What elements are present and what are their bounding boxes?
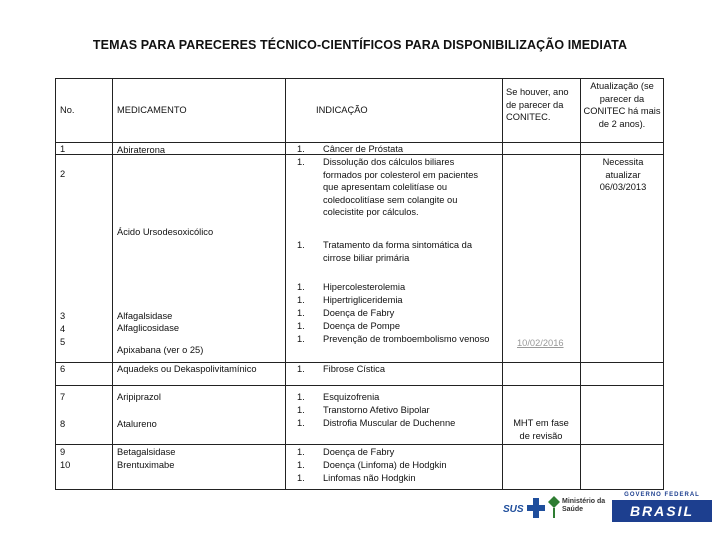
header-indicacao: INDICAÇÃO (316, 105, 368, 115)
row-9-medicamento: Betagalsidase (117, 447, 176, 457)
column-separator (580, 78, 581, 489)
row-2-indicacao-1: Dissolução dos cálculos biliares formados por colesterol em pacientes que apresentam colelitíase ou coledocolitíase sem colangite ou colecistite por cálculos. (323, 157, 479, 217)
list-number: 1. (297, 392, 305, 402)
row-4-no: 4 (60, 324, 66, 334)
list-number: 1. (297, 447, 305, 457)
list-number: 1. (297, 418, 305, 428)
header-medicamento: MEDICAMENTO (117, 105, 187, 115)
sus-logo-text: SUS (503, 504, 524, 515)
row-8-no: 8 (60, 419, 66, 429)
table-top-border (55, 78, 664, 79)
list-number: 1. (297, 460, 305, 470)
list-number: 1. (297, 364, 305, 374)
table-bottom-border (55, 489, 664, 490)
list-number: 1. (297, 295, 305, 305)
list-number: 1. (297, 240, 305, 250)
header-ano-parecer: Se houver, ano de parecer da CONITEC. (506, 87, 569, 122)
header-no: No. (60, 105, 75, 115)
row-2-atualizacao: Necessita atualizar 06/03/2013 (599, 157, 647, 192)
row-5-ano-parecer: 10/02/2016 (517, 338, 564, 348)
governo-federal-brasil-logo (612, 492, 712, 524)
list-number: 1. (297, 473, 305, 483)
list-number: 1. (297, 321, 305, 331)
row-8-medicamento: Atalureno (117, 419, 157, 429)
row-1-indicacao: Câncer de Próstata (323, 144, 404, 154)
governo-federal-text: GOVERNO FEDERAL (624, 492, 700, 498)
column-separator (502, 78, 503, 489)
row-5-no: 5 (60, 337, 66, 347)
page-title: TEMAS PARA PARECERES TÉCNICO-CIENTÍFICOS PARA DISPONIBILIZAÇÃO IMEDIATA (92, 38, 628, 52)
list-number: 1. (297, 405, 305, 415)
row-7-medicamento: Aripiprazol (117, 392, 161, 402)
indicacao-item: Doença de Fabry (323, 308, 395, 318)
list-number: 1. (297, 144, 305, 154)
coat-of-arms-icon (548, 496, 560, 518)
indicacao-item: Doença de Pompe (323, 321, 401, 331)
indicacao-item: Prevenção de tromboembolismo venoso (323, 334, 490, 344)
row-2-no: 2 (60, 169, 66, 179)
row-7-indicacao-1: Esquizofrenia (323, 392, 380, 402)
row-2-medicamento: Ácido Ursodesoxicólico (117, 227, 214, 237)
row-6-medicamento: Aquadeks ou Dekaspolivitamínico (117, 364, 257, 374)
list-number: 1. (297, 282, 305, 292)
column-separator (285, 78, 286, 489)
row-9-no: 9 (60, 447, 66, 457)
row-3-medicamento: Alfagalsidase (117, 311, 173, 321)
row-2-indicacao-2: Tratamento da forma sintomática da cirrose biliar primária (323, 240, 472, 263)
column-separator (112, 78, 113, 489)
indicacao-item: Hipertrigliceridemia (323, 295, 403, 305)
row-10-indicacao-1: Doença (Linfoma) de Hodgkin (323, 460, 447, 470)
header-atualizacao: Atualização (se parecer da CONITEC há mais de 2 anos). (583, 81, 661, 129)
row-9-indicacao: Doença de Fabry (323, 447, 395, 457)
row-3-no: 3 (60, 311, 66, 321)
row-6-no: 6 (60, 364, 66, 374)
row-7-no: 7 (60, 392, 66, 402)
ministerio-da-saude-logo (548, 492, 608, 524)
table-left-border (55, 78, 56, 489)
list-number: 1. (297, 157, 305, 167)
cross-icon (527, 498, 545, 518)
list-number: 1. (297, 334, 305, 344)
row-1-medicamento: Abiraterona (117, 145, 166, 155)
row-8-ano-parecer: MHT em fase de revisão (513, 418, 569, 441)
brasil-text: BRASIL (612, 500, 712, 522)
row-10-indicacao-2: Linfomas não Hodgkin (323, 473, 416, 483)
sus-logo (503, 492, 545, 524)
list-number: 1. (297, 308, 305, 318)
row-4-medicamento: Alfaglicosidase (117, 323, 180, 333)
row-5-medicamento: Apixabana (ver o 25) (117, 345, 204, 355)
row-separator (55, 385, 664, 386)
row-10-no: 10 (60, 460, 71, 470)
indicacao-item: Hipercolesterolemia (323, 282, 406, 292)
row-separator (55, 444, 664, 445)
row-8-indicacao: Distrofia Muscular de Duchenne (323, 418, 456, 428)
table-right-border (663, 78, 664, 489)
ministerio-text: Ministério da Saúde (562, 498, 606, 513)
row-6-indicacao: Fibrose Cística (323, 364, 385, 374)
row-7-indicacao-2: Transtorno Afetivo Bipolar (323, 405, 430, 415)
row-10-medicamento: Brentuximabe (117, 460, 175, 470)
row-1-no: 1 (60, 144, 66, 154)
